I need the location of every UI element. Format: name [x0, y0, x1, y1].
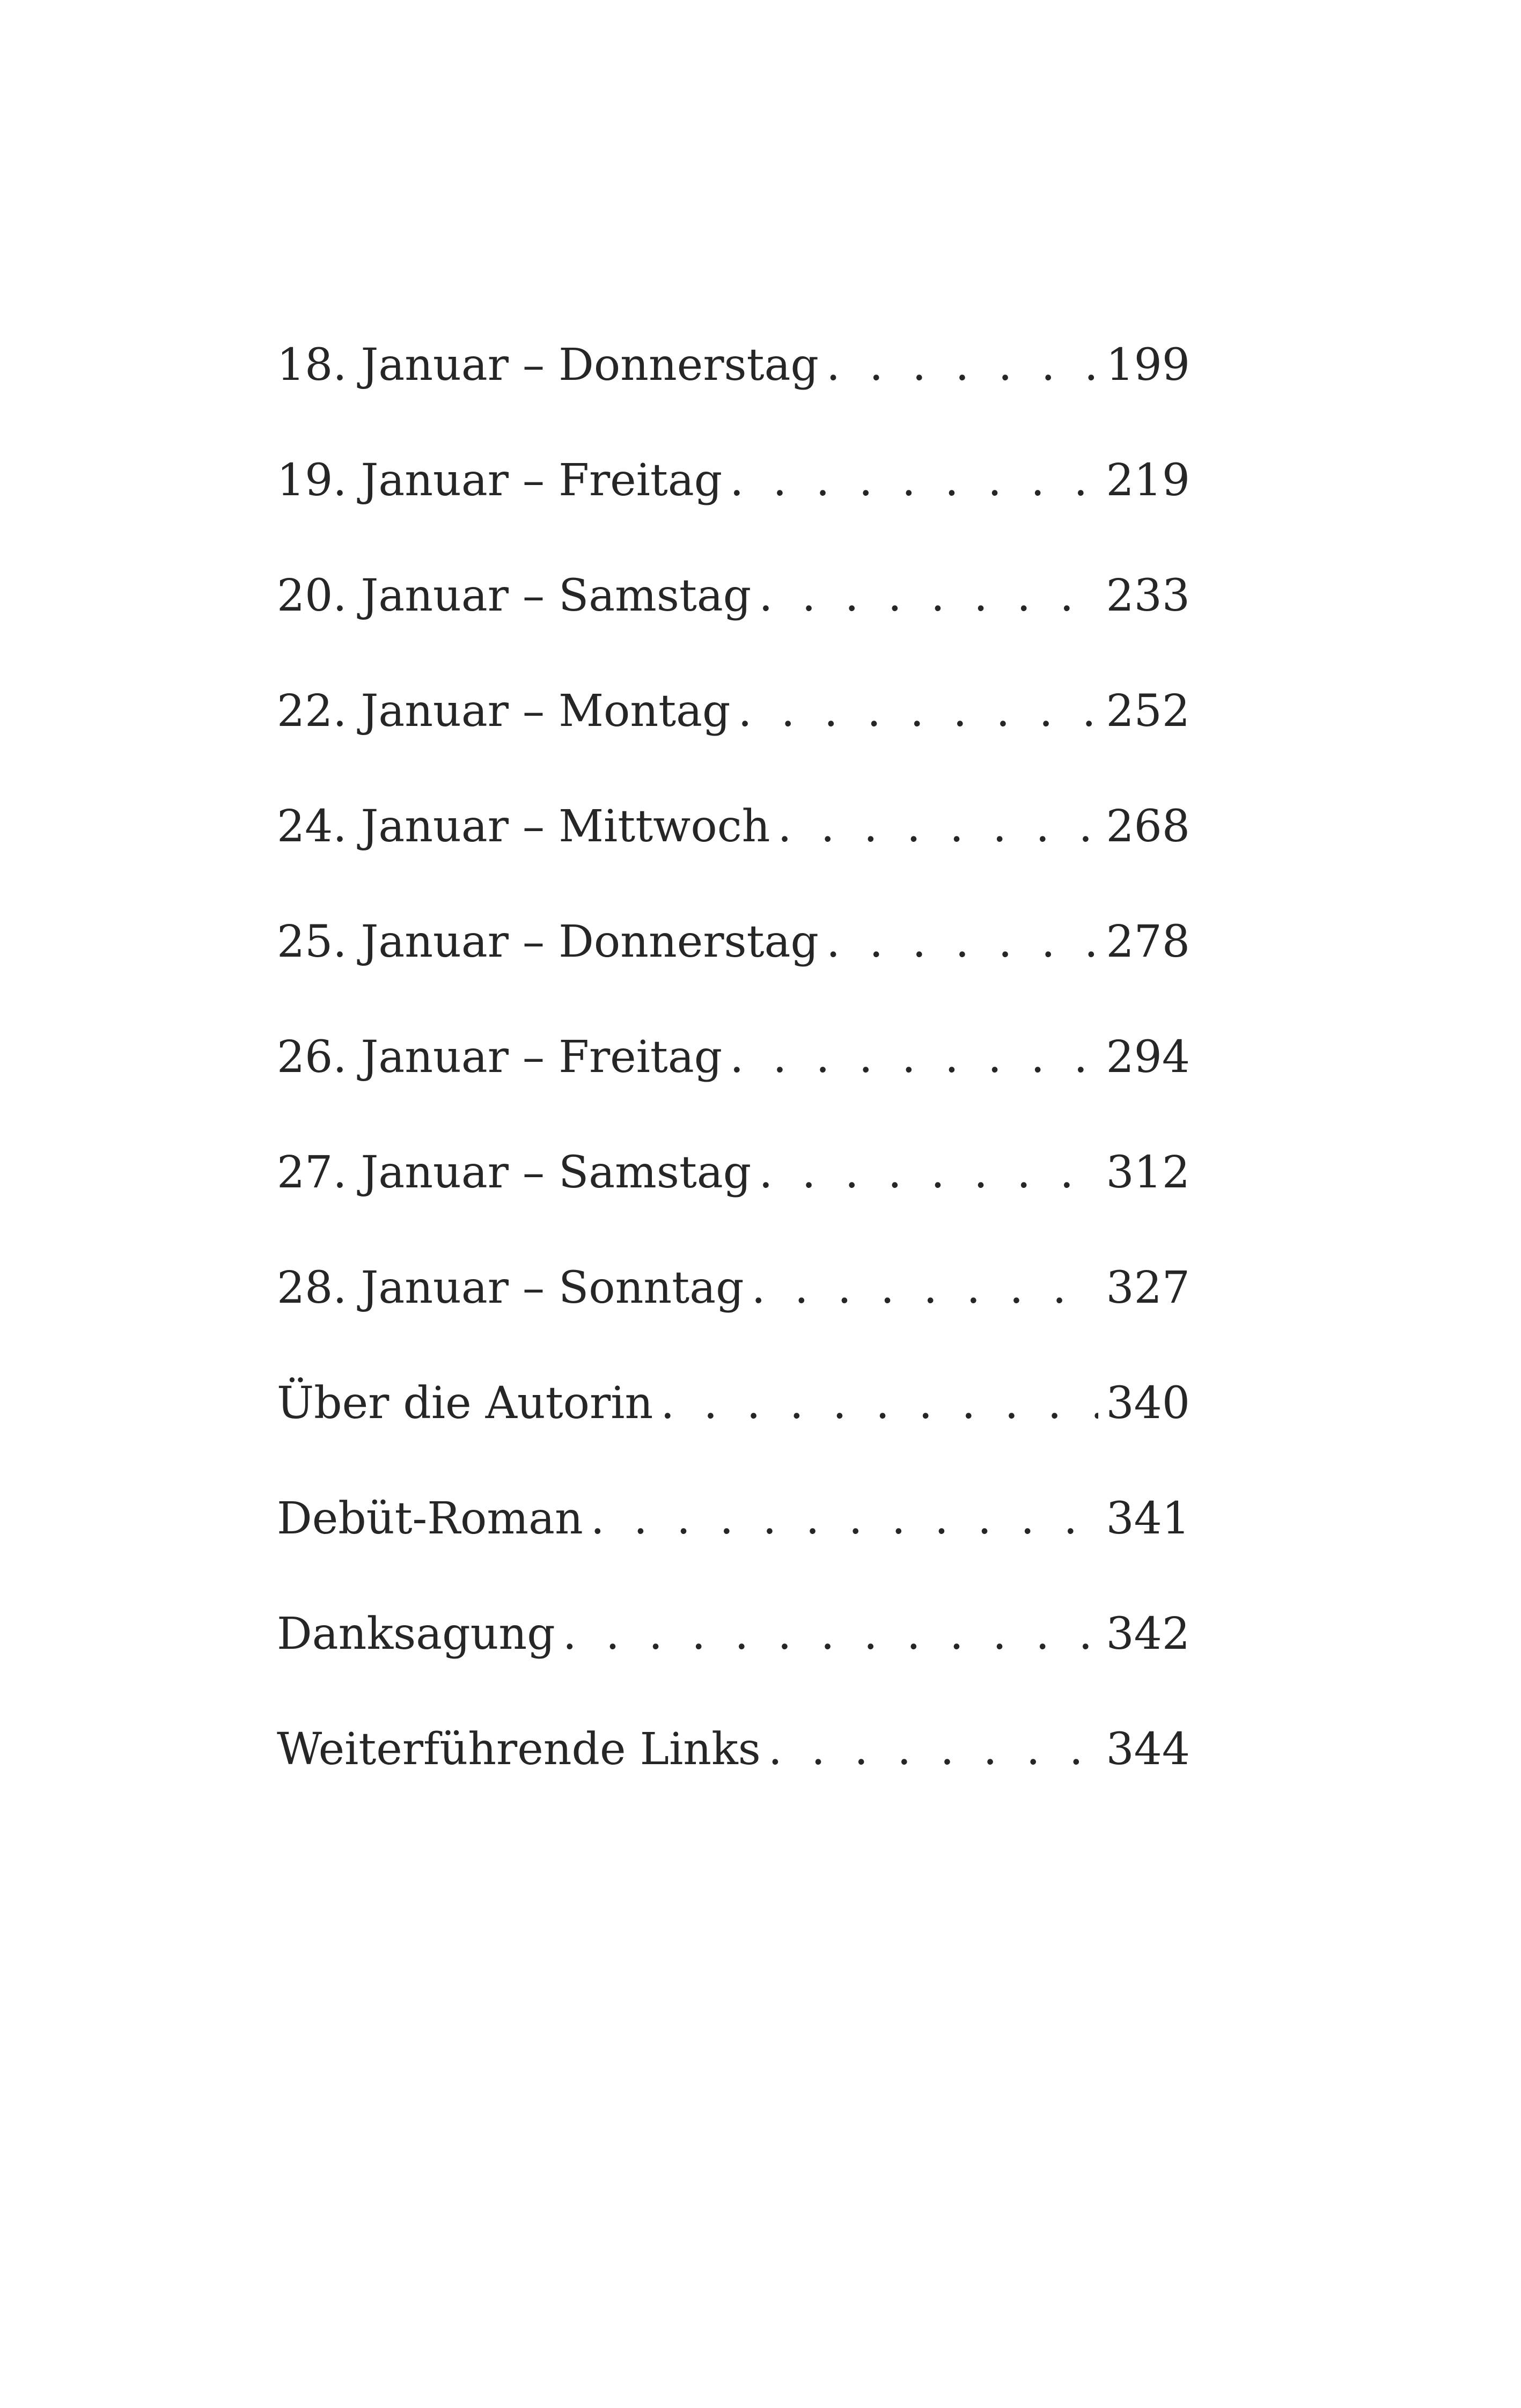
toc-dot-leader [759, 1151, 1098, 1195]
toc-entry-page-number: 252 [1106, 686, 1190, 737]
toc-entry [277, 570, 1190, 689]
toc-entry [277, 686, 1190, 805]
toc-entry [277, 455, 1190, 574]
toc-entry-page-number: 342 [1106, 1609, 1190, 1660]
toc-entry-title: 24. Januar – Mittwoch [277, 801, 770, 852]
toc-entry [277, 1032, 1190, 1151]
toc-entry-title: 27. Januar – Samstag [277, 1147, 752, 1198]
toc-dot-leader [730, 459, 1098, 503]
toc-entry-title: 28. Januar – Sonntag [277, 1262, 744, 1313]
toc-dot-leader [777, 805, 1098, 849]
toc-entry-page-number: 233 [1106, 570, 1190, 621]
toc-entry [277, 1147, 1190, 1266]
table-of-contents [277, 340, 1190, 1843]
toc-entry-page-number: 219 [1106, 455, 1190, 506]
toc-entry-title: Weiterführende Links [277, 1724, 761, 1775]
toc-dot-leader [738, 689, 1099, 733]
toc-entry-page-number: 344 [1106, 1724, 1190, 1775]
toc-entry-page-number: 268 [1106, 801, 1190, 852]
toc-dot-leader [591, 1497, 1099, 1541]
toc-entry-page-number: 278 [1106, 916, 1190, 967]
toc-entry-title: Über die Autorin [277, 1378, 653, 1429]
toc-entry-page-number: 327 [1106, 1262, 1190, 1313]
toc-entry-page-number: 340 [1106, 1378, 1190, 1429]
toc-entry-title: 26. Januar – Freitag [277, 1032, 723, 1083]
toc-entry-page-number: 199 [1106, 340, 1190, 391]
toc-entry [277, 1609, 1190, 1728]
toc-dot-leader [563, 1612, 1099, 1656]
toc-entry-title: 20. Januar – Samstag [277, 570, 752, 621]
toc-entry-title: 22. Januar – Montag [277, 686, 731, 737]
toc-dot-leader [826, 343, 1099, 387]
toc-entry [277, 1262, 1190, 1382]
toc-entry-title: Debüt-Roman [277, 1493, 583, 1544]
toc-entry [277, 801, 1190, 920]
toc-entry [277, 1493, 1190, 1612]
toc-dot-leader [730, 1036, 1098, 1080]
toc-entry-page-number: 341 [1106, 1493, 1190, 1544]
toc-dot-leader [660, 1382, 1098, 1426]
toc-entry-page-number: 294 [1106, 1032, 1190, 1083]
toc-entry-title: 19. Januar – Freitag [277, 455, 723, 506]
toc-entry [277, 916, 1190, 1036]
toc-dot-leader [768, 1728, 1099, 1772]
toc-entry-title: 25. Januar – Donnerstag [277, 916, 819, 967]
toc-dot-leader [759, 574, 1098, 618]
toc-entry [277, 340, 1190, 459]
toc-entry-title: 18. Januar – Donnerstag [277, 340, 819, 391]
toc-dot-leader [752, 1266, 1099, 1310]
toc-entry [277, 1378, 1190, 1497]
toc-entry-title: Danksagung [277, 1609, 555, 1660]
toc-entry [277, 1724, 1190, 1843]
toc-dot-leader [826, 920, 1099, 964]
toc-entry-page-number: 312 [1106, 1147, 1190, 1198]
